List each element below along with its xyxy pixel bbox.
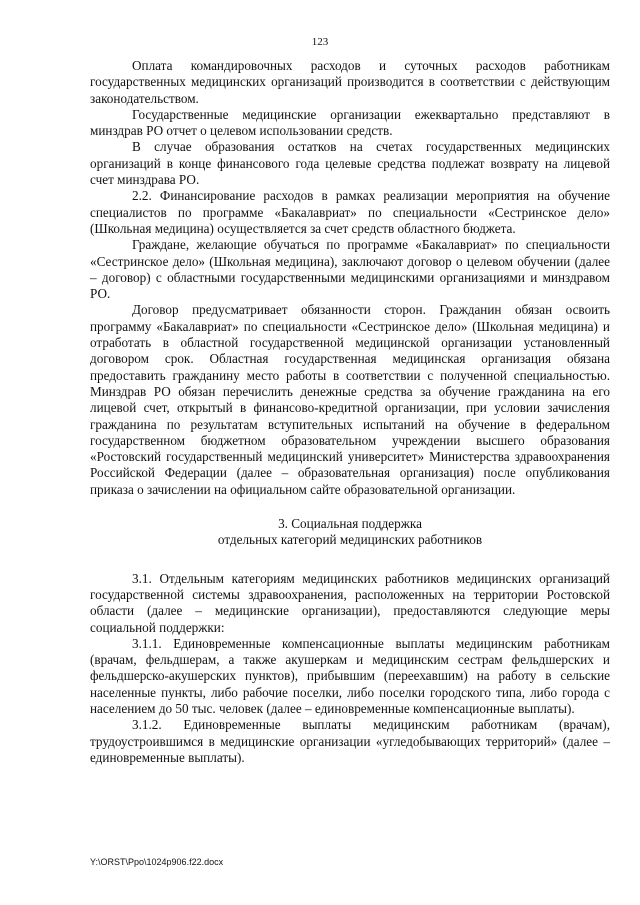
paragraph-quarterly-report: Государственные медицинские организации ежеквартально представляют в минздрав РО отчет о целевом использовании средств.: [90, 106, 610, 139]
paragraph-citizens-contract: Граждане, желающие обучаться по программе «Бакалавриат» по специальности «Сестринское дело» (Школьная медицина), заключают договор о целевом обучении (далее – договор) с областными государственными медицинскими организациями и минздравом РО.: [90, 237, 610, 302]
paragraph-funds-return: В случае образования остатков на счетах государственных медицинских организаций в конце финансового года целевые средства подлежат возврату на лицевой счет минздрава РО.: [90, 139, 610, 188]
paragraph-3-1: 3.1. Отдельным категориям медицинских работников медицинских организаций государственной системы здравоохранения, расположенных на территории Ростовской области (далее – медицинские организации), предоставляются следующие меры социальной поддержки:: [90, 570, 610, 635]
section-heading-line-2: отдельных категорий медицинских работников: [217, 532, 483, 548]
page-number: 123: [311, 36, 329, 48]
paragraph-contract-obligations: Договор предусматривает обязанности сторон. Гражданин обязан освоить программу «Бакалавриат» по специальности «Сестринское дело» (Школьная медицина) и отработать в областной государственной медицинской организации установленный договором срок. Областная государственная медицинская организация обязана предоставить гражданину место работы в соответствии с полученной специальностью. Минздрав РО обязан перечислить денежные средства за обучение гражданина на его лицевой счет, открытый в финансово-кредитной организации, при условии зачисления гражданина по результатам вступительных испытаний на обучение в федеральном государственном бюджетном образовательном учреждении высшего образования «Ростовский государственный медицинский университет» Министерства здравоохранения Российской Федерации (далее – образовательная организация) после опубликования приказа о зачислении на официальном сайте образовательной организации.: [90, 302, 610, 497]
section-heading-line-1: 3. Социальная поддержка: [278, 516, 422, 532]
file-path-footer: Y:\ORST\Ppo\1024p906.f22.docx: [90, 857, 224, 867]
paragraph-3-1-2: 3.1.2. Единовременные выплаты медицинским работникам (врачам), трудоустроившимся в медицинские организации «угледобывающих территорий» (далее – единовременные выплаты).: [90, 717, 610, 765]
paragraph-2-2-financing: 2.2. Финансирование расходов в рамках реализации мероприятия на обучение специалистов по программе «Бакалавриат» по специальности «Сестринское дело» (Школьная медицина) осуществляется за счет средств областного бюджета.: [90, 188, 610, 236]
document-body: [90, 58, 610, 766]
paragraph-travel-expenses: Оплата командировочных расходов и суточных расходов работникам государственных медицинских организаций производится в соответствии с действующим законодательством.: [90, 58, 610, 106]
paragraph-3-1-1: 3.1.1. Единовременные компенсационные выплаты медицинским работникам (врачам, фельдшерам, а также акушеркам и медицинским сестрам фельдшерских и фельдшерско-акушерских пунктов), прибывшим (переехавшим) на работу в сельские населенные пункты, либо рабочие поселки, либо поселки городского типа, либо города с населением до 50 тыс. человек (далее – единовременные компенсационные выплаты).: [90, 635, 610, 716]
section-heading: [90, 516, 610, 549]
